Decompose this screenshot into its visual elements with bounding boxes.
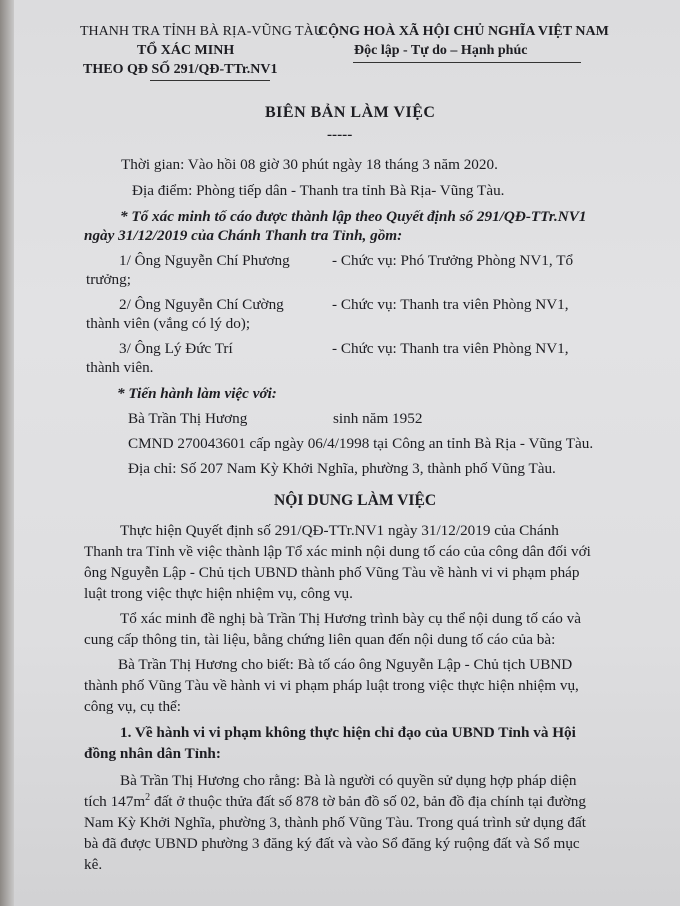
member-2-role-cont: thành viên (vắng có lý do); bbox=[86, 315, 251, 332]
subject-heading: * Tiến hành làm việc với: bbox=[117, 385, 277, 402]
member-2-name: 2/ Ông Nguyễn Chí Cường bbox=[119, 296, 284, 313]
member-1-role: - Chức vụ: Phó Trưởng Phòng NV1, Tổ bbox=[332, 252, 574, 269]
member-2-role: - Chức vụ: Thanh tra viên Phòng NV1, bbox=[332, 296, 569, 313]
para2-line1: Tổ xác minh đề nghị bà Trần Thị Hương trình bày cụ thể nội dung tố cáo và bbox=[120, 610, 581, 627]
member-3-role-cont: thành viên. bbox=[86, 359, 154, 376]
title-rule: ----- bbox=[327, 126, 353, 143]
subject-address: Địa chỉ: Số 207 Nam Kỳ Khởi Nghĩa, phường 3, thành phố Vũng Tàu. bbox=[128, 460, 556, 477]
section1-heading-cont: đồng nhân dân Tỉnh: bbox=[84, 745, 221, 762]
area-value: tích 147m bbox=[84, 793, 146, 810]
para3-line1: Bà Trần Thị Hương cho biết: Bà tố cáo ông Nguyễn Lập - Chủ tịch UBND bbox=[118, 656, 573, 673]
meeting-time: Thời gian: Vào hồi 08 giờ 30 phút ngày 18 tháng 3 năm 2020. bbox=[121, 156, 498, 173]
subject-id-card: CMND 270043601 cấp ngày 06/4/1998 tại Công an tỉnh Bà Rịa - Vũng Tàu. bbox=[128, 435, 594, 452]
member-3-name: 3/ Ông Lý Đức Trí bbox=[119, 340, 233, 357]
nation-motto: Độc lập - Tự do – Hạnh phúc bbox=[354, 43, 528, 58]
para1-line2: Thanh tra Tỉnh về việc thành lập Tổ xác minh nội dung tố cáo của công dân đối với bbox=[84, 543, 591, 560]
section1-heading: 1. Về hành vi vi phạm không thực hiện chỉ đạo của UBND Tỉnh và Hội bbox=[120, 724, 576, 741]
team-heading-cont: ngày 31/12/2019 của Chánh Thanh tra Tỉnh, gồm: bbox=[84, 227, 403, 244]
page-shadow-edge bbox=[0, 0, 14, 906]
para4-line3: Nam Kỳ Khởi Nghĩa, phường 3, thành phố Vũng Tàu. Trong quá trình sử dụng đất bbox=[84, 814, 586, 831]
para3-line3: công vụ, cụ thể: bbox=[84, 698, 182, 715]
para3-line2: thành phố Vũng Tàu về hành vi vi phạm pháp luật trong việc thực hiện nhiệm vụ, bbox=[84, 677, 579, 694]
para4-line1: Bà Trần Thị Hương cho rằng: Bà là người có quyền sử dụng hợp pháp diện bbox=[120, 772, 577, 789]
subject-name: Bà Trần Thị Hương bbox=[128, 410, 248, 427]
agency-underline bbox=[150, 80, 270, 81]
para4-line4: bà đã được UBND phường 3 đăng ký đất và vào Sổ đăng ký ruộng đất và Sổ mục bbox=[84, 835, 580, 852]
meeting-place: Địa điểm: Phòng tiếp dân - Thanh tra tỉnh Bà Rịa- Vũng Tàu. bbox=[132, 182, 505, 199]
area-unit-superscript: 2 bbox=[145, 791, 151, 803]
para2-line2: cung cấp thông tin, tài liệu, bằng chứng liên quan đến nội dung tố cáo của bà: bbox=[84, 631, 556, 648]
member-3-role: - Chức vụ: Thanh tra viên Phòng NV1, bbox=[332, 340, 569, 357]
para4-line2-rest: đất ở thuộc thửa đất số 878 tờ bản đồ số 02, bản đồ địa chính tại đường bbox=[150, 793, 586, 810]
member-1-name: 1/ Ông Nguyễn Chí Phương bbox=[119, 252, 290, 269]
document-title: BIÊN BẢN LÀM VIỆC bbox=[265, 104, 436, 121]
agency-name: THANH TRA TỈNH BÀ RỊA-VŨNG TÀU bbox=[80, 24, 324, 39]
content-title: NỘI DUNG LÀM VIỆC bbox=[274, 492, 437, 509]
para1-line4: luật trong việc thực hiện nhiệm vụ, công vụ. bbox=[84, 585, 353, 602]
member-1-role-cont: trưởng; bbox=[86, 271, 131, 288]
para4-line5: kê. bbox=[84, 856, 103, 873]
decision-ref: THEO QĐ SỐ 291/QĐ-TTr.NV1 bbox=[83, 62, 278, 77]
para1-line1: Thực hiện Quyết định số 291/QĐ-TTr.NV1 ngày 31/12/2019 của Chánh bbox=[120, 522, 559, 539]
team-name: TỔ XÁC MINH bbox=[137, 43, 235, 58]
para1-line3: ông Nguyễn Lập - Chủ tịch UBND thành phố Vũng Tàu về hành vi vi phạm pháp bbox=[84, 564, 580, 581]
subject-birth: sinh năm 1952 bbox=[333, 410, 423, 427]
para4-line2 bbox=[84, 793, 586, 811]
nation-name: CỘNG HOÀ XÃ HỘI CHỦ NGHĨA VIỆT NAM bbox=[318, 24, 609, 39]
motto-underline bbox=[353, 62, 581, 63]
team-heading: * Tổ xác minh tố cáo được thành lập theo Quyết định số 291/QĐ-TTr.NV1 bbox=[120, 208, 587, 225]
